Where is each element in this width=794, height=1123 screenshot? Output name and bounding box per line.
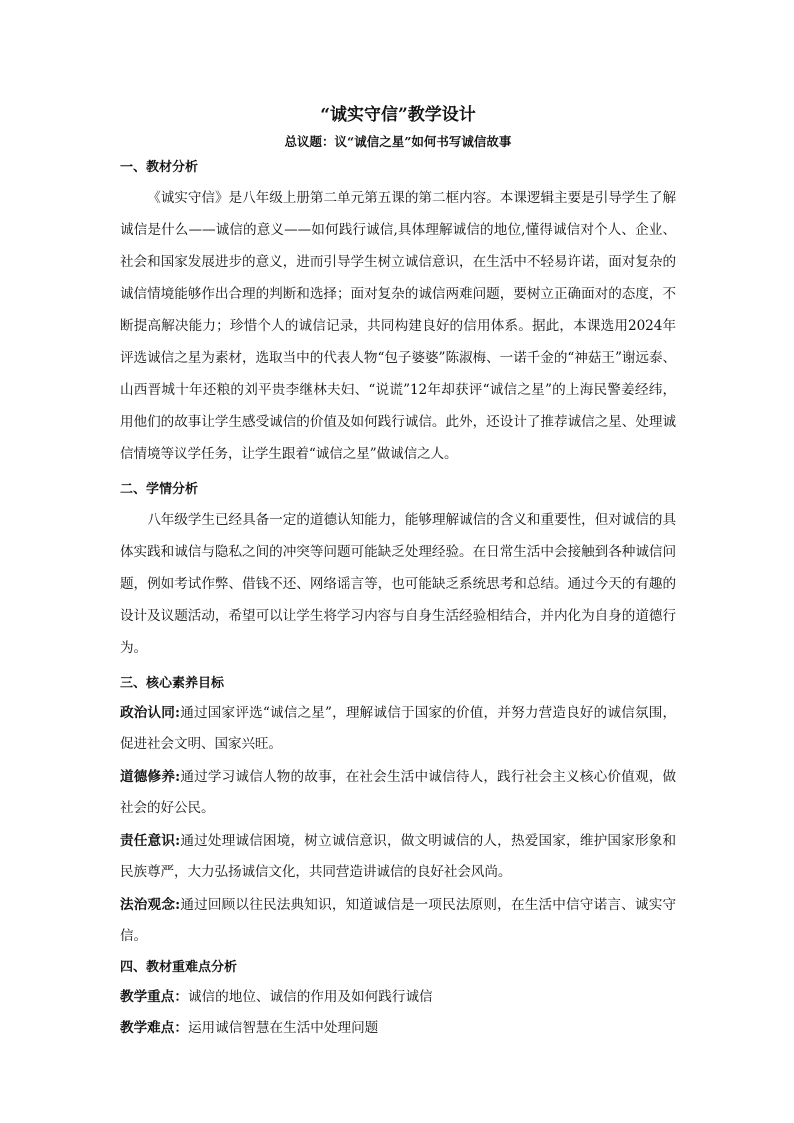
goal-label: 道德修养: bbox=[120, 769, 181, 785]
goal-label: 责任意识: bbox=[120, 833, 181, 849]
section-heading-students: 二、学情分析 bbox=[120, 482, 199, 497]
goal-text: 通过回顾以往民法典知识，知道诚信是一项民法原则，在生活中信守诺言、诚实守信。 bbox=[120, 897, 676, 944]
section-heading-textbook: 一、教材分析 bbox=[120, 160, 199, 175]
teaching-focus-label: 教学重点： bbox=[120, 989, 188, 1005]
document-content bbox=[120, 100, 676, 1044]
section-heading-goals: 三、核心素养目标 bbox=[120, 676, 225, 691]
teaching-focus-text: 诚信的地位、诚信的作用及如何践行诚信 bbox=[187, 989, 433, 1005]
teaching-difficulty-text: 运用诚信智慧在生活中处理问题 bbox=[187, 1020, 379, 1036]
goal-text: 通过国家评选“诚信之星”，理解诚信于国家的价值，并努力营造良好的诚信氛围，促进社会文明、国家兴旺。 bbox=[120, 705, 676, 752]
section-heading-keypoints: 四、教材重难点分析 bbox=[120, 960, 238, 975]
document-subtitle: 总议题：议“诚信之星”如何书写诚信故事 bbox=[284, 134, 512, 149]
teaching-focus bbox=[120, 982, 676, 1013]
document-title: “诚实守信”教学设计 bbox=[320, 105, 476, 125]
teaching-difficulty bbox=[120, 1013, 676, 1044]
goal-item-responsibility bbox=[120, 826, 676, 888]
goal-item-law bbox=[120, 890, 676, 952]
teaching-difficulty-label: 教学难点： bbox=[120, 1020, 188, 1036]
goal-item-political bbox=[120, 698, 676, 760]
goal-item-moral bbox=[120, 762, 676, 824]
student-analysis-paragraph: 八年级学生已经具备一定的道德认知能力，能够理解诚信的含义和重要性，但对诚信的具体实践和诚信与隐私之间的冲突等问题可能缺乏处理经验。在日常生活中会接触到各种诚信问题，例如考试作弊、借钱不还、网络谣言等，也可能缺乏系统思考和总结。通过今天的有趣的设计及议题活动，希望可以让学生将学习内容与自身生活经验相结合，并内化为自身的道德行为。 bbox=[120, 512, 676, 656]
textbook-analysis-paragraph: 《诚实守信》是八年级上册第二单元第五课的第二框内容。本课逻辑主要是引导学生了解诚信是什么——诚信的意义——如何践行诚信,具体理解诚信的地位,懂得诚信对个人、企业、社会和国家发展进步的意义，进而引导学生树立诚信意识，在生活中不轻易许诺，面对复杂的诚信情境能够作出合理的判断和选择；面对复杂的诚信两难问题，要树立正确面对的态度，不断提高解决能力；珍惜个人的诚信记录，共同构建良好的信用体系。据此，本课选用2024年评选诚信之星为素材，选取当中的代表人物“包子婆婆”陈淑梅、一诺千金的“神菇王”谢远泰、山西晋城十年还粮的刘平贵李继林夫妇、“说谎”12年却获评“诚信之星”的上海民警姜经纬，用他们的故事让学生感受诚信的价值及如何践行诚信。此外，还设计了推荐诚信之星、处理诚信情境等议学任务，让学生跟着“诚信之星”做诚信之人。 bbox=[120, 190, 676, 462]
goal-text: 通过处理诚信困境，树立诚信意识，做文明诚信的人，热爱国家，维护国家形象和民族尊严，大力弘扬诚信文化，共同营造讲诚信的良好社会风尚。 bbox=[120, 833, 676, 880]
goal-label: 法治观念: bbox=[120, 897, 181, 913]
goal-text: 通过学习诚信人物的故事，在社会生活中诚信待人，践行社会主义核心价值观，做社会的好公民。 bbox=[120, 769, 676, 816]
goal-label: 政治认同: bbox=[120, 705, 180, 721]
